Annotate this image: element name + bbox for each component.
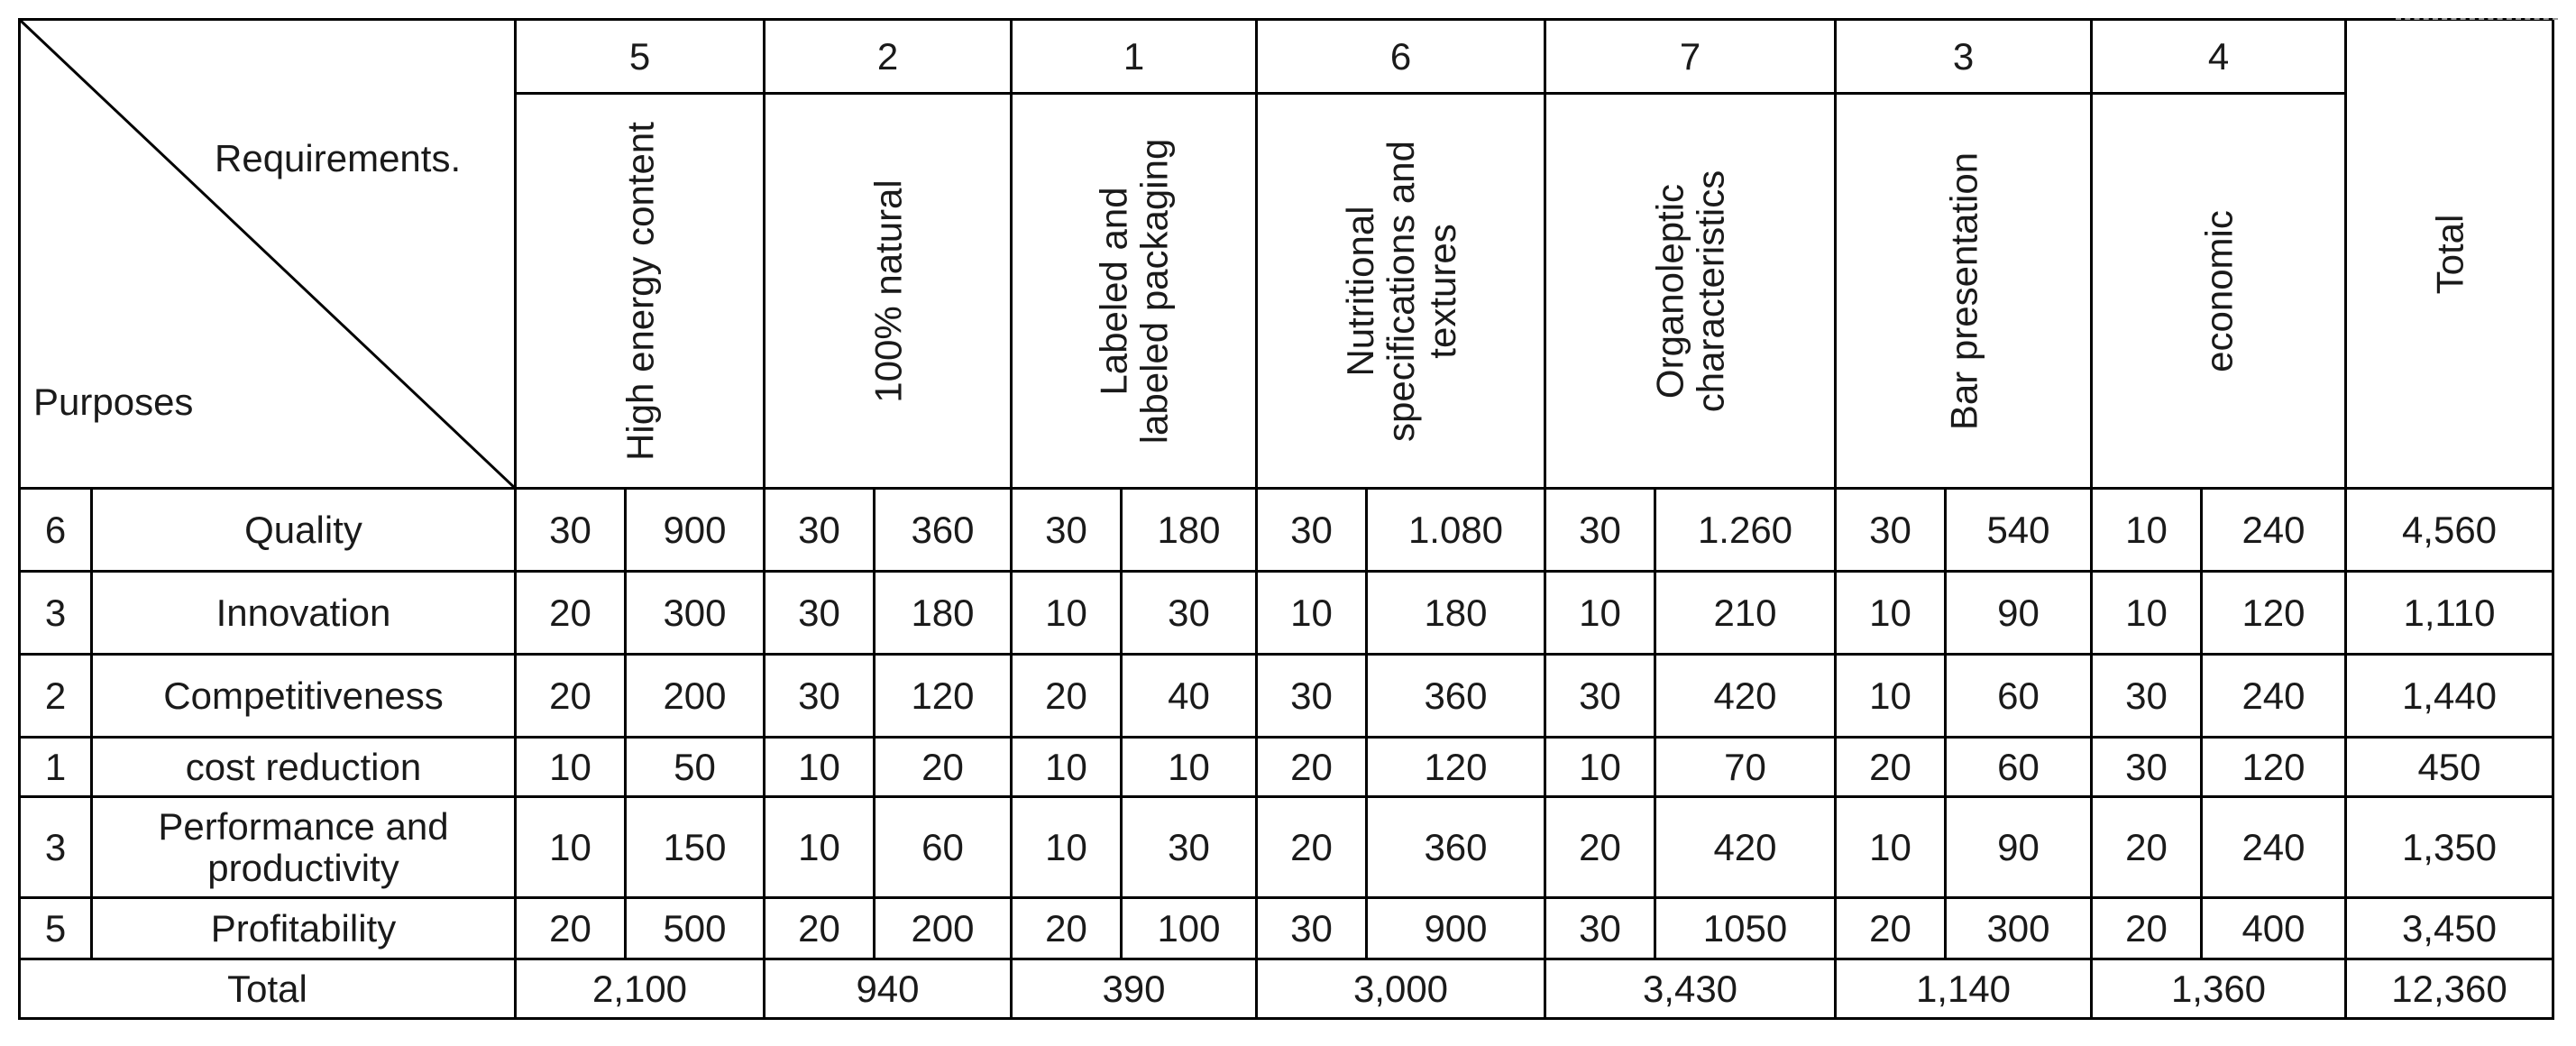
requirement-header-cell	[765, 94, 1012, 489]
requirement-header-line: Organoleptic	[1648, 183, 1691, 399]
weighted-score-cell: 40	[1122, 655, 1257, 738]
purpose-name-cell	[92, 898, 516, 959]
score-cell: 20	[1012, 655, 1122, 738]
requirement-weight-cell: 6	[1257, 20, 1545, 94]
requirement-weight-cell: 1	[1012, 20, 1257, 94]
score-cell: 30	[2092, 655, 2202, 738]
weighted-score-cell: 420	[1655, 655, 1836, 738]
score-cell: 20	[765, 898, 875, 959]
score-cell: 30	[516, 489, 626, 572]
requirement-header-line: textures	[1420, 223, 1463, 359]
weighted-score-cell: 300	[626, 572, 765, 655]
row-total-cell: 1,110	[2346, 572, 2553, 655]
weighted-score-cell: 500	[626, 898, 765, 959]
weighted-score-cell: 120	[2202, 572, 2346, 655]
score-cell: 10	[2092, 572, 2202, 655]
weighted-score-cell: 1050	[1655, 898, 1836, 959]
score-cell: 20	[2092, 898, 2202, 959]
score-cell: 10	[1836, 572, 1946, 655]
requirement-header-line: 100% natural	[866, 179, 909, 403]
score-cell: 10	[1836, 797, 1946, 898]
score-cell: 30	[1257, 489, 1367, 572]
requirements-purposes-table	[18, 18, 2554, 1020]
table-row	[20, 572, 2553, 655]
score-cell: 30	[1257, 898, 1367, 959]
weighted-score-cell: 1.260	[1655, 489, 1836, 572]
requirement-header-text	[867, 179, 908, 403]
column-total-cell: 1,140	[1836, 959, 2092, 1019]
requirement-weight-cell: 3	[1836, 20, 2092, 94]
column-total-cell: 2,100	[516, 959, 765, 1019]
requirement-header-line: labeled packaging	[1132, 138, 1176, 444]
score-cell: 20	[1836, 898, 1946, 959]
weighted-score-cell: 60	[1946, 655, 2092, 738]
score-cell: 10	[1257, 572, 1367, 655]
weighted-score-cell: 30	[1122, 572, 1257, 655]
requirement-weight-cell: 2	[765, 20, 1012, 94]
score-cell: 20	[2092, 797, 2202, 898]
total-column-header-text: Total	[2427, 214, 2471, 294]
purpose-name-cell	[92, 489, 516, 572]
requirement-header-cell	[1836, 94, 2092, 489]
purpose-name-cell	[92, 738, 516, 797]
weighted-score-cell: 360	[875, 489, 1012, 572]
table-container	[18, 18, 2554, 1020]
score-cell: 20	[516, 898, 626, 959]
weighted-score-cell: 400	[2202, 898, 2346, 959]
requirement-header-line: Bar presentation	[1941, 151, 1985, 430]
score-cell: 20	[1545, 797, 1655, 898]
purpose-name-cell	[92, 797, 516, 898]
score-cell: 30	[1545, 655, 1655, 738]
requirement-header-line: Nutritional	[1338, 205, 1381, 377]
purpose-name-line: cost reduction	[185, 745, 422, 788]
totals-row-label: Total	[20, 959, 516, 1019]
purpose-name-cell	[92, 572, 516, 655]
row-total-cell: 4,560	[2346, 489, 2553, 572]
purpose-weight-cell: 2	[20, 655, 92, 738]
requirement-header-text	[1943, 151, 1984, 429]
purpose-name-line: Quality	[244, 508, 362, 551]
requirement-header-cell	[2092, 94, 2346, 489]
row-total-cell: 1,350	[2346, 797, 2553, 898]
weighted-score-cell: 360	[1367, 797, 1545, 898]
row-total-cell: 3,450	[2346, 898, 2553, 959]
weighted-score-cell: 180	[875, 572, 1012, 655]
score-cell: 10	[516, 797, 626, 898]
weighted-score-cell: 240	[2202, 797, 2346, 898]
purpose-weight-cell: 3	[20, 572, 92, 655]
table-row	[20, 738, 2553, 797]
weighted-score-cell: 1.080	[1367, 489, 1545, 572]
weighted-score-cell: 10	[1122, 738, 1257, 797]
requirement-header-text	[1093, 138, 1175, 444]
score-cell: 10	[765, 797, 875, 898]
dashed-edge-line	[2396, 18, 2558, 20]
requirement-header-cell	[1545, 94, 1836, 489]
score-cell: 30	[765, 655, 875, 738]
score-cell: 10	[2092, 489, 2202, 572]
weighted-score-cell: 90	[1946, 572, 2092, 655]
weighted-score-cell: 60	[1946, 738, 2092, 797]
row-total-cell: 450	[2346, 738, 2553, 797]
grand-total-cell: 12,360	[2346, 959, 2553, 1019]
weighted-score-cell: 50	[626, 738, 765, 797]
weighted-score-cell: 200	[875, 898, 1012, 959]
score-cell: 10	[1836, 655, 1946, 738]
score-cell: 30	[2092, 738, 2202, 797]
total-column-header	[2346, 20, 2553, 489]
column-total-cell: 940	[765, 959, 1012, 1019]
purpose-name-line: Innovation	[215, 591, 391, 634]
requirement-header-text	[1339, 141, 1462, 442]
score-cell: 30	[1836, 489, 1946, 572]
score-cell: 30	[1545, 489, 1655, 572]
score-cell: 20	[516, 655, 626, 738]
weighted-score-cell: 240	[2202, 655, 2346, 738]
column-total-cell: 1,360	[2092, 959, 2346, 1019]
weighted-score-cell: 360	[1367, 655, 1545, 738]
requirement-weight-cell: 4	[2092, 20, 2346, 94]
weighted-score-cell: 180	[1122, 489, 1257, 572]
weighted-score-cell: 540	[1946, 489, 2092, 572]
requirement-header-line: specifications and	[1379, 140, 1422, 442]
weighted-score-cell: 900	[626, 489, 765, 572]
score-cell: 30	[765, 489, 875, 572]
purpose-weight-cell: 5	[20, 898, 92, 959]
score-cell: 20	[516, 572, 626, 655]
weighted-score-cell: 30	[1122, 797, 1257, 898]
table-row	[20, 489, 2553, 572]
requirements-label: Requirements.	[215, 137, 462, 179]
purpose-name-line: Performance and	[158, 805, 449, 849]
weighted-score-cell: 300	[1946, 898, 2092, 959]
table-row	[20, 655, 2553, 738]
requirement-weight-cell: 7	[1545, 20, 1836, 94]
purpose-name-line: Competitiveness	[163, 674, 444, 717]
score-cell: 10	[516, 738, 626, 797]
weighted-score-cell: 100	[1122, 898, 1257, 959]
purpose-weight-cell: 6	[20, 489, 92, 572]
corner-header-cell	[20, 20, 516, 489]
requirement-header-cell	[1257, 94, 1545, 489]
weighted-score-cell: 180	[1367, 572, 1545, 655]
score-cell: 20	[1257, 738, 1367, 797]
weighted-score-cell: 20	[875, 738, 1012, 797]
weighted-score-cell: 420	[1655, 797, 1836, 898]
purpose-weight-cell: 3	[20, 797, 92, 898]
requirement-header-line: High energy content	[618, 121, 661, 461]
requirement-header-text	[619, 122, 660, 461]
score-cell: 20	[1012, 898, 1122, 959]
weighted-score-cell: 60	[875, 797, 1012, 898]
totals-row	[20, 959, 2553, 1019]
column-total-cell: 390	[1012, 959, 1257, 1019]
requirement-weight-cell: 5	[516, 20, 765, 94]
score-cell: 10	[1012, 797, 1122, 898]
weighted-score-cell: 240	[2202, 489, 2346, 572]
requirement-header-cell	[1012, 94, 1257, 489]
weighted-score-cell: 210	[1655, 572, 1836, 655]
weighted-score-cell: 120	[2202, 738, 2346, 797]
purposes-label: Purposes	[33, 381, 194, 423]
requirement-header-cell	[516, 94, 765, 489]
row-total-cell: 1,440	[2346, 655, 2553, 738]
requirement-header-text	[2198, 210, 2239, 372]
purpose-name-line: productivity	[207, 846, 399, 889]
requirement-header-line: Labeled and	[1092, 186, 1135, 396]
score-cell: 30	[1012, 489, 1122, 572]
weighted-score-cell: 150	[626, 797, 765, 898]
column-total-cell: 3,430	[1545, 959, 1836, 1019]
table-row	[20, 797, 2553, 898]
weighted-score-cell: 900	[1367, 898, 1545, 959]
score-cell: 10	[1545, 572, 1655, 655]
requirement-header-line: economic	[2196, 209, 2240, 372]
purpose-weight-cell: 1	[20, 738, 92, 797]
score-cell: 10	[1545, 738, 1655, 797]
weighted-score-cell: 70	[1655, 738, 1836, 797]
weighted-score-cell: 120	[875, 655, 1012, 738]
requirement-header-line: characteristics	[1689, 170, 1732, 412]
score-cell: 30	[1545, 898, 1655, 959]
purpose-name-cell	[92, 655, 516, 738]
weighted-score-cell: 120	[1367, 738, 1545, 797]
score-cell: 20	[1257, 797, 1367, 898]
score-cell: 20	[1836, 738, 1946, 797]
purpose-name-line: Profitability	[210, 906, 397, 950]
score-cell: 10	[1012, 572, 1122, 655]
column-total-cell: 3,000	[1257, 959, 1545, 1019]
score-cell: 10	[765, 738, 875, 797]
score-cell: 10	[1012, 738, 1122, 797]
weighted-score-cell: 200	[626, 655, 765, 738]
score-cell: 30	[765, 572, 875, 655]
weighted-score-cell: 90	[1946, 797, 2092, 898]
requirement-header-text	[1649, 170, 1731, 411]
score-cell: 30	[1257, 655, 1367, 738]
table-row	[20, 898, 2553, 959]
